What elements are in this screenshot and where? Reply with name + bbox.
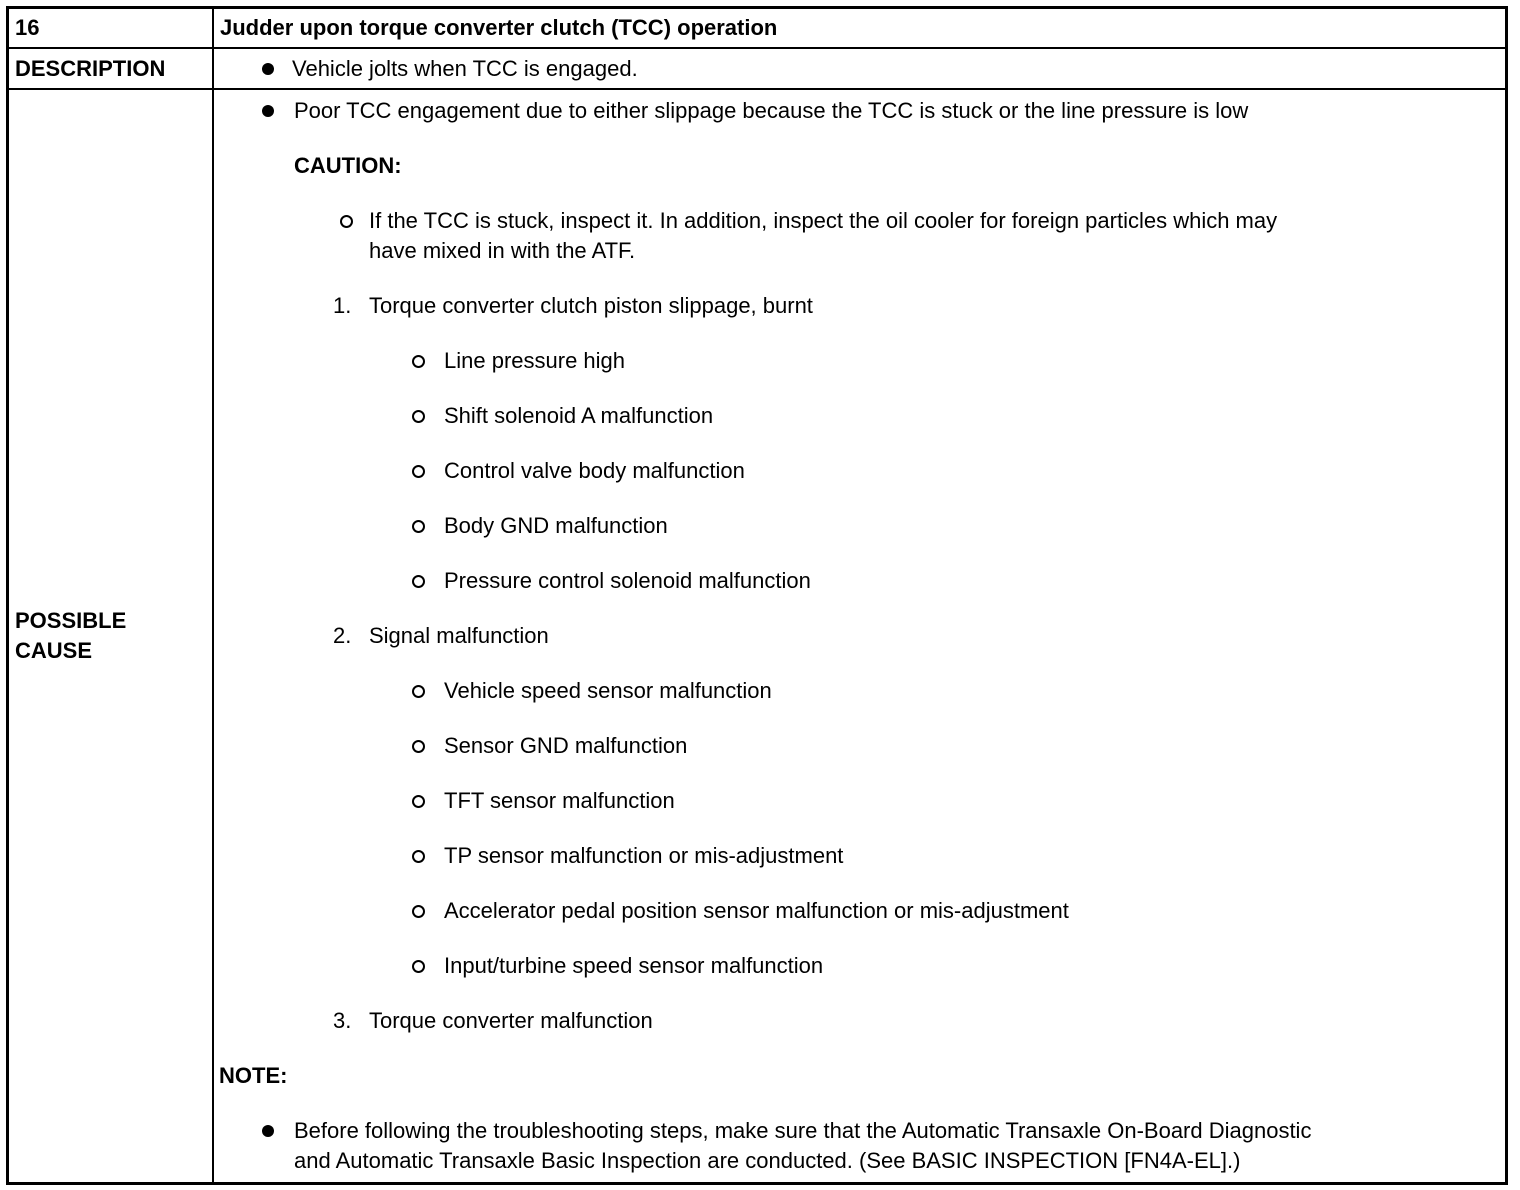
item-number-1: 1. [333, 293, 352, 318]
note-text-2: and Automatic Transaxle Basic Inspection are conducted. (See BASIC INSPECTION [FN4A-EL].) [294, 1148, 1241, 1173]
item-text-3: Torque converter malfunction [369, 1008, 653, 1033]
circle-bullet-icon [412, 795, 425, 808]
possible-cause-label: POSSIBLE CAUSE [8, 89, 214, 1184]
bullet-icon [262, 105, 274, 117]
possible-cause-cell [213, 89, 1507, 1184]
circle-bullet-icon [412, 575, 425, 588]
item-text-2: Signal malfunction [369, 623, 549, 648]
sub-item: Accelerator pedal position sensor malfunction or mis-adjustment [444, 898, 1069, 923]
troubleshooting-table [6, 6, 1508, 1185]
circle-bullet-icon [412, 355, 425, 368]
description-row [8, 48, 1507, 89]
item-title: Judder upon torque converter clutch (TCC) operation [213, 8, 1507, 49]
circle-bullet-icon [340, 215, 353, 228]
bullet-icon [262, 1125, 274, 1137]
caution-text-2: have mixed in with the ATF. [369, 238, 636, 263]
circle-bullet-icon [412, 850, 425, 863]
sub-item: Pressure control solenoid malfunction [444, 568, 811, 593]
description-text: Vehicle jolts when TCC is engaged. [292, 55, 638, 81]
sub-item: Sensor GND malfunction [444, 733, 688, 758]
sub-item: Line pressure high [444, 348, 626, 373]
circle-bullet-icon [412, 685, 425, 698]
main-bullet-text: Poor TCC engagement due to either slippage because the TCC is stuck or the line pressure is low [294, 98, 1249, 123]
header-row [8, 8, 1507, 49]
sub-item: Control valve body malfunction [444, 458, 745, 483]
item-text-1: Torque converter clutch piston slippage, burnt [369, 293, 813, 318]
note-label: NOTE: [219, 1063, 288, 1088]
item-number-2: 2. [333, 623, 352, 648]
circle-bullet-icon [412, 960, 425, 973]
circle-bullet-icon [412, 410, 425, 423]
description-cell [213, 48, 1507, 89]
circle-bullet-icon [412, 740, 425, 753]
sub-item: Vehicle speed sensor malfunction [444, 678, 772, 703]
circle-bullet-icon [412, 905, 425, 918]
bullet-icon [262, 63, 274, 75]
caution-text-1: If the TCC is stuck, inspect it. In addition, inspect the oil cooler for foreign particles which may [369, 208, 1278, 233]
item-number: 16 [8, 8, 214, 49]
possible-cause-row [8, 89, 1507, 1184]
description-label: DESCRIPTION [8, 48, 214, 89]
circle-bullet-icon [412, 520, 425, 533]
item-number-3: 3. [333, 1008, 352, 1033]
caution-label: CAUTION: [294, 153, 402, 178]
circle-bullet-icon [412, 465, 425, 478]
sub-item: Shift solenoid A malfunction [444, 403, 714, 428]
note-text-1: Before following the troubleshooting steps, make sure that the Automatic Transaxle On-Board Diagnostic [294, 1118, 1312, 1143]
sub-item: TFT sensor malfunction [444, 788, 675, 813]
sub-item: TP sensor malfunction or mis-adjustment [444, 843, 844, 868]
sub-item: Input/turbine speed sensor malfunction [444, 953, 824, 978]
sub-item: Body GND malfunction [444, 513, 668, 538]
